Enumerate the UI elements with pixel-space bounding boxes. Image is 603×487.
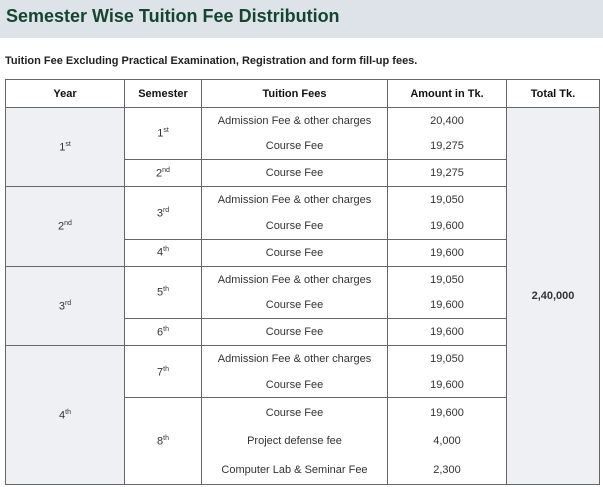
semester-cell: 8th bbox=[125, 398, 202, 485]
amount-cell: 19,050 19,600 bbox=[388, 346, 507, 398]
amount-cell: 20,400 19,275 bbox=[388, 108, 507, 160]
year-cell: 2nd bbox=[6, 187, 125, 266]
amount-cell: 19,050 19,600 bbox=[388, 187, 507, 239]
amount-cell: 19,600 4,000 2,300 bbox=[388, 398, 507, 485]
semester-cell: 6th bbox=[125, 319, 202, 346]
amount-cell: 19,050 19,600 bbox=[388, 266, 507, 318]
header-row bbox=[6, 80, 600, 108]
fee-label-cell: Admission Fee & other charges Course Fee bbox=[202, 346, 388, 398]
amount-cell: 19,600 bbox=[388, 239, 507, 266]
header-tuition-fees: Tuition Fees bbox=[202, 80, 388, 108]
semester-cell: 7th bbox=[125, 346, 202, 398]
semester-cell: 5th bbox=[125, 266, 202, 318]
semester-cell: 2nd bbox=[125, 160, 202, 187]
page-subtitle: Tuition Fee Excluding Practical Examination, Registration and form fill-up fees. bbox=[5, 55, 418, 67]
year-cell: 1st bbox=[6, 108, 125, 187]
fee-label-cell: Course Fee bbox=[202, 160, 388, 187]
page-title: Semester Wise Tuition Fee Distribution bbox=[6, 6, 340, 26]
semester-cell: 1st bbox=[125, 108, 202, 160]
header-year: Year bbox=[6, 80, 125, 108]
fee-label-cell: Course Fee Project defense fee Computer Lab & Seminar Fee bbox=[202, 398, 388, 485]
title-bar bbox=[0, 0, 603, 38]
semester-cell: 3rd bbox=[125, 187, 202, 239]
fee-label-cell: Admission Fee & other charges Course Fee bbox=[202, 266, 388, 318]
fee-label-cell: Admission Fee & other charges Course Fee bbox=[202, 108, 388, 160]
year-cell: 3rd bbox=[6, 266, 125, 345]
semester-cell: 4th bbox=[125, 239, 202, 266]
header-amount: Amount in Tk. bbox=[388, 80, 507, 108]
fee-table bbox=[5, 79, 600, 485]
amount-cell: 19,275 bbox=[388, 160, 507, 187]
fee-label-cell: Admission Fee & other charges Course Fee bbox=[202, 187, 388, 239]
header-semester: Semester bbox=[125, 80, 202, 108]
fee-label-cell: Course Fee bbox=[202, 319, 388, 346]
year-cell: 4th bbox=[6, 346, 125, 485]
table-row bbox=[6, 108, 600, 160]
fee-label-cell: Course Fee bbox=[202, 239, 388, 266]
total-cell: 2,40,000 bbox=[507, 108, 600, 485]
header-total: Total Tk. bbox=[507, 80, 600, 108]
amount-cell: 19,600 bbox=[388, 319, 507, 346]
